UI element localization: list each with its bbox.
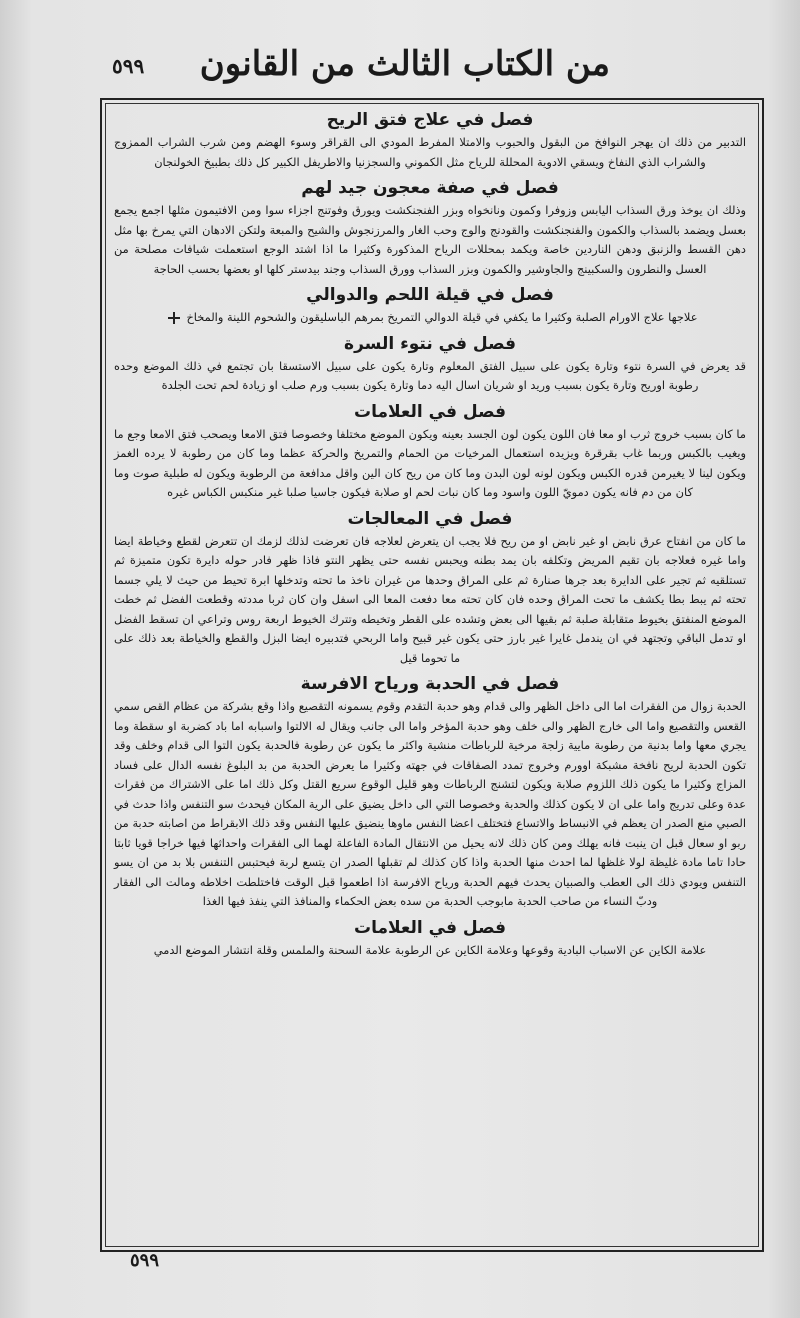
section-text: علامة الكاين عن الاسباب البادية وقوعها وعلامة الكاين عن الرطوبة علامة السحنة والملمس وقلة انتشار الموضع الدمي — [153, 942, 707, 957]
section — [114, 334, 746, 396]
section-heading: فصل في قيلة اللحم والدوالي — [306, 285, 554, 305]
section — [114, 674, 746, 912]
section — [114, 178, 746, 279]
section-heading: فصل في المعالجات — [347, 508, 513, 529]
section-heading: فصل في صفة معجون جيد لهم — [301, 178, 559, 198]
section-heading: فصل في العلامات — [354, 917, 506, 938]
page-header — [0, 36, 800, 96]
section-text: الحدبة زوال من الفقرات اما الى داخل الظهر والى قدام وهو حدبة التقدم وقوم يسمونه التقصيع واذا وقع بشركة من عظام القص سمي القعس والتقصيع واما الى خارج الظهر والى خلف وهو حدبة المؤخر واما الى جانب ويقال له الالتوا واسبابه اما باد كضربة او سقطة وما يجري معها واما بدنية من رطوبة مايية زلجة مرخية للرباطات منشية واكثر ما يكون عن رطوبة فالحدبة يكون التوا الى قدام وخلف وقد تكون الحدبة لريح نافخة مشبكة اوورم وخروج تمدد الصفاقات في جهته وكثيرا ما يعرض الحدبة من بد البلوغ نفسه الدال على فساد المزاج وكثيرا ما يكون ذلك اللزوم صلابة ويكون لتشنج الرباطات وهو قليل الوقوع سريع القتل وكل ذلك اما على الاشتراك من فقرات عدة وعلى تدريج واما على ان لا يكون كذلك والحدبة وخصوصا التي الى داخل يضيق على الرية المكان فيحدث سو التنفس واذا حدث في الصبي منع الصدر ان يعظم في الانبساط والاتساع فتختلف اعضا النفس ماوها ينضيق عليها النفس وقد ذلك الابقراط من اصابته حدبة من ربو او سعال قبل ان ينبت فانه يهلك ومن كان ذلك لانه يحيل من الانتقال المادة الفاعلة لهما الى الفقرات واحداثها فيها خراجا قويا ثابتا حادا تاما مادة غليظة لولا غلظها لما احدث منها الحدبة واذا كان كذلك لم تقبلها الصدر ان يتسع لربة فيحتبس التنفس بلا بد من ان يسو التنفس ويودي ذلك الى العطب والصبيان يحدث فيهم الحدبة ورياح الافرسة اذا اطعموا قبل الوقت فاختلطت اخلاطه ومالت الى الفقار ودبّ النساء من صاحب الحدبة مابوجب الحدبة من سده بعض الحكماء والمنافذ التي ينفذ فيها الغذا — [114, 699, 746, 908]
section — [114, 402, 746, 503]
section-heading: فصل في العلامات — [354, 401, 506, 422]
section — [114, 285, 746, 328]
page-number-bottom: ٥٩٩ — [130, 1250, 160, 1271]
section-heading: فصل في نتوء السرة — [344, 333, 516, 354]
section-text-with-ornament — [114, 308, 746, 328]
page-content — [108, 104, 752, 1242]
section-text: ما كان بسبب خروج ثرب او معا فان اللون يكون لون الجسد بعينه ويكون الموضع مختلفا وخصوصا فتق الامعا ويصحب فتق الامعا وجع ما ويغيب بالكبس وربما غاب بقرقرة ويزيده استعمال المرخيات من الحمام والتمريخ والحركة عظما وما كان من رطوبة لا يرده الغمز ويكون لينا لا يغيرمن قدره الكبس ويكون لونه لون البدن وما كان من ريح كان الين واقل مدافعة من الرطوبة ويكون له طبلية صوت وما كان من دم فانه يكون دمويّ اللون واسود وما كان نبات لحم او صلابة فيكون جاسيا صلبا غير منكبس الكباس غيره — [114, 426, 746, 499]
section — [114, 110, 746, 172]
section-heading: فصل في علاج فتق الريح — [326, 110, 534, 130]
section-text: ما كان من انفتاح عرق نابض او غير نابض او من ريح فلا يجب ان يتعرض لعلاجه فان تعرضت لذلك لزمك ان تتعرض لقطع وخياطة ايضا واما غيره فعلاجه بان تقيم المريض وتكلفه بان يمد بطنه ويحبس نفسه حتى يظهر النتو فاذا ظهر فادر حوله دايرة تكون متميزة ثم تستلقيه ثم تجير على الدايرة بعد جرها صنارة ثم على المراق وحدها من غيران ناخذ ما تحته وتدخلها ابرة تحيط من حيث لا يلي جسما تحته ثم يبط بطا يكشف ما تحت المراق وحده فان كان تحته معا دفعت المعا الى اسفل وان كان ثربا مددته وقطعت الفضل ثم خطت الموضع المنفتق بخيوط متقابلة صلبة ثم بقيها الى بعض وتشده على القطر وتخيطه وتترك الخيوط اربعة روس وتراعي ان تسقط الفضل او تدمل الباقي وتجتهد في ان يندمل غايرا غير بارز حتى يكون غير قبيح واما الربحي فتدبيره ايضا البزل والقطع والخياطة بعد ذلك على ما تحوما قيل — [114, 533, 746, 665]
section-text: قد يعرض في السرة نتوء وتارة يكون على سبيل الفتق المعلوم وتارة يكون على سبيل الاستسقا بان تجتمع في ذلك الموضع وحده رطوبة اوريح وتارة يكون بسبب وريد او شريان اسال اليه دما وتارة يكون بسبب ورم صلب او زيادة لحم تحت الجلدة — [114, 358, 746, 392]
running-title: من الكتاب الثالث من القانون — [199, 44, 610, 84]
section-text: وذلك ان يوخذ ورق السذاب اليابس وزوفرا وكمون ونانخواه وبزر الفنجنكشت ويورق وفوتنج اجزاء سوا ومن الافتيمون مثلها اجمع يجمع بعسل ويضمد بالسذاب والكمون والفنجنكشت والقودنج والوج وحب الغار والمرزنجوش والشيح والمبعة ولتكن الادهان التي يمرخ بها مثل دهن القسط والزنبق ودهن الناردين خاصة ويكمد بمحللات الرياح المذكورة وكثيرا ما اذا اشتد الوجع استعملت شيافات مصلحة من العسل والنطرون والسكبينج والجاوشير والكمون وبزر السذاب وورق السذاب وجند بيدستر كلها او بعضها بحسب الحاجة — [114, 203, 746, 276]
section-heading: فصل في الحدبة ورياح الافرسة — [300, 674, 560, 694]
section — [114, 509, 746, 669]
section-text: التدبير من ذلك ان يهجر النوافخ من البقول والحبوب والامتلا المفرط المودي الى القراقر وسوء الهضم ومن شرب الشراب الممزوج والشراب الذي النفاخ ويسقي الادوية المحللة للرياح مثل الكموني والسجزنيا والاطريفل الكبير كل ذلك بطبيخ الخولنجان — [114, 135, 746, 169]
section-text: علاجها علاج الاورام الصلبة وكثيرا ما يكفي في قيلة الدوالي التمريخ بمرهم الباسليقون والشحوم اللينة والمخاخ — [186, 310, 698, 324]
ornament-icon — [168, 312, 180, 324]
page-number-top: ٥٩٩ — [112, 54, 145, 78]
section — [114, 918, 746, 961]
